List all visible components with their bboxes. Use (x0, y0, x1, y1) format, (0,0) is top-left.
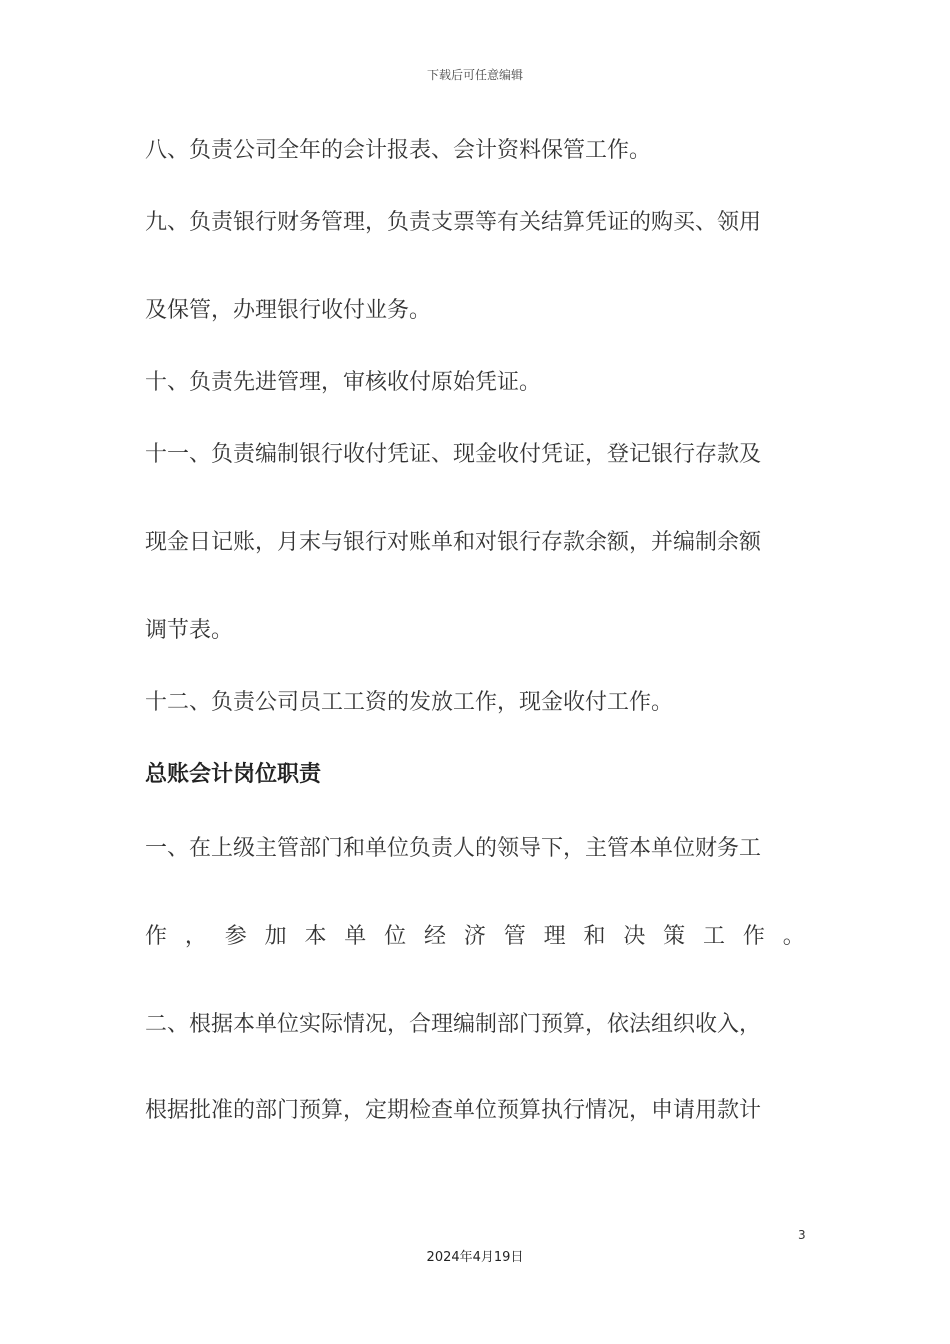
justified-char: 理 (543, 924, 566, 949)
justified-char: 管 (503, 924, 526, 949)
justified-char: 和 (583, 924, 606, 949)
justified-char: 参 (224, 924, 247, 949)
text-line: 十、负责先进管理，审核收付原始凭证。 (145, 370, 542, 395)
text-line: 现金日记账，月末与银行对账单和对银行存款余额，并编制余额 (145, 530, 762, 555)
text-line: 八、负责公司全年的会计报表、会计资料保管工作。 (145, 138, 652, 163)
text-line: 二、根据本单位实际情况，合理编制部门预算，依法组织收入， (145, 1012, 762, 1037)
text-line: 根据批准的部门预算，定期检查单位预算执行情况，申请用款计 (145, 1098, 762, 1123)
text-line: 十二、负责公司员工工资的发放工作，现金收付工作。 (145, 690, 674, 715)
justified-char: 作 (145, 924, 168, 949)
justified-char: ， (184, 924, 207, 949)
justified-char: 济 (463, 924, 486, 949)
page-number: 3 (798, 1228, 806, 1242)
text-line: 及保管，办理银行收付业务。 (145, 298, 432, 323)
text-line: 十一、负责编制银行收付凭证、现金收付凭证，登记银行存款及 (145, 442, 762, 467)
justified-char: 。 (782, 924, 805, 949)
justified-char: 工 (703, 924, 726, 949)
justified-char: 作 (742, 924, 765, 949)
footer-date: 2024年4月19日 (426, 1250, 524, 1265)
page-header: 下载后可任意编辑 (426, 68, 523, 82)
section-heading: 总账会计岗位职责 (145, 762, 322, 787)
justified-char: 加 (264, 924, 287, 949)
justified-char: 位 (384, 924, 407, 949)
justified-char: 本 (304, 924, 327, 949)
justified-char: 决 (623, 924, 646, 949)
text-line: 九、负责银行财务管理，负责支票等有关结算凭证的购买、领用 (145, 210, 762, 235)
justified-char: 经 (424, 924, 447, 949)
justified-char: 策 (663, 924, 686, 949)
justified-char: 单 (344, 924, 367, 949)
text-line: 调节表。 (145, 618, 234, 643)
justified-text-line (145, 922, 805, 952)
text-line: 一、在上级主管部门和单位负责人的领导下，主管本单位财务工 (145, 836, 762, 861)
